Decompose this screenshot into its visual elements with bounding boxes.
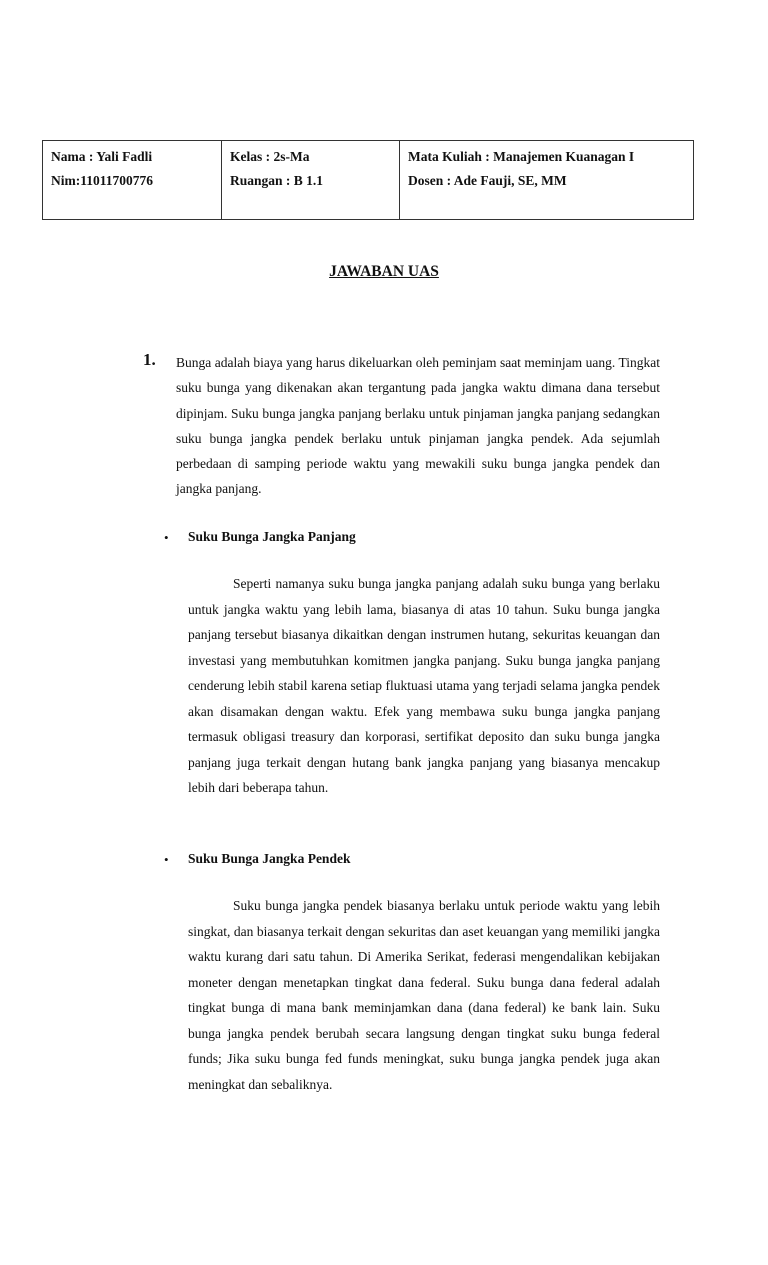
bullet-icon: • xyxy=(164,852,169,867)
section-heading-long-term: Suku Bunga Jangka Panjang xyxy=(188,529,356,544)
header-cell-class xyxy=(221,141,399,219)
section-paragraph-short-term: Suku bunga jangka pendek biasanya berlaku untuk periode waktu yang lebih singkat, dan biasanya terkait dengan sekuritas dan aset keuangan yang memiliki jangka waktu kurang dari satu tahun. Di Amerika Serikat, federasi mengendalikan kebijakan moneter dengan menetapkan tingkat dana federal. Suku bunga dana federal adalah tingkat bunga di mana bank meminjamkan dana (dana federal) ke bank lain. Suku bunga jangka pendek berubah secara langsung dengan tingkat suku bunga federal funds; Jika suku bunga fed funds meningkat, suku bunga jangka pendek juga akan meningkat dan sebaliknya. xyxy=(188,898,660,1092)
student-nim: Nim:11011700776 xyxy=(51,173,154,188)
header-cell-course xyxy=(399,141,693,219)
class-label: Kelas : 2s-Ma xyxy=(230,149,310,164)
page-title: JAWABAN UAS xyxy=(329,263,439,280)
section-heading-short-term: Suku Bunga Jangka Pendek xyxy=(188,851,351,866)
section-paragraph-long-term: Seperti namanya suku bunga jangka panjang adalah suku bunga yang berlaku untuk jangka waktu yang lebih lama, biasanya di atas 10 tahun. Suku bunga jangka panjang tersebut biasanya dikaitkan dengan instrumen hutang, sekuritas keuangan dan investasi yang membutuhkan komitmen jangka panjang. Suku bunga jangka panjang cenderung lebih stabil karena setiap fluktuasi utama yang terjadi selama jangka pendek akan disamakan dengan waktu. Efek yang membawa suku bunga jangka panjang termasuk obligasi treasury dan korporasi, sertifikat deposito dan suku bunga jangka panjang juga terkait dengan hutang bank jangka panjang yang biasanya mencakup lebih dari beberapa tahun. xyxy=(188,576,660,795)
bullet-icon: • xyxy=(164,530,169,545)
item-number: 1. xyxy=(143,350,156,369)
header-cell-student xyxy=(43,141,221,219)
student-name: Nama : Yali Fadli xyxy=(51,149,153,164)
lecturer-name: Dosen : Ade Fauji, SE, MM xyxy=(408,173,567,188)
room-label: Ruangan : B 1.1 xyxy=(230,173,324,188)
header-table xyxy=(42,140,694,220)
intro-paragraph: Bunga adalah biaya yang harus dikeluarkan oleh peminjam saat meminjam uang. Tingkat suku bunga yang dikenakan akan tergantung pada jangka waktu dimana dana tersebut dipinjam. Suku bunga jangka panjang berlaku untuk pinjaman jangka panjang sedangkan suku bunga jangka pendek berlaku untuk pinjaman jangka pendek. Ada sejumlah perbedaan di samping periode waktu yang mewakili suku bunga jangka pendek dan jangka panjang. xyxy=(176,355,660,497)
course-name: Mata Kuliah : Manajemen Kuanagan I xyxy=(408,149,635,164)
